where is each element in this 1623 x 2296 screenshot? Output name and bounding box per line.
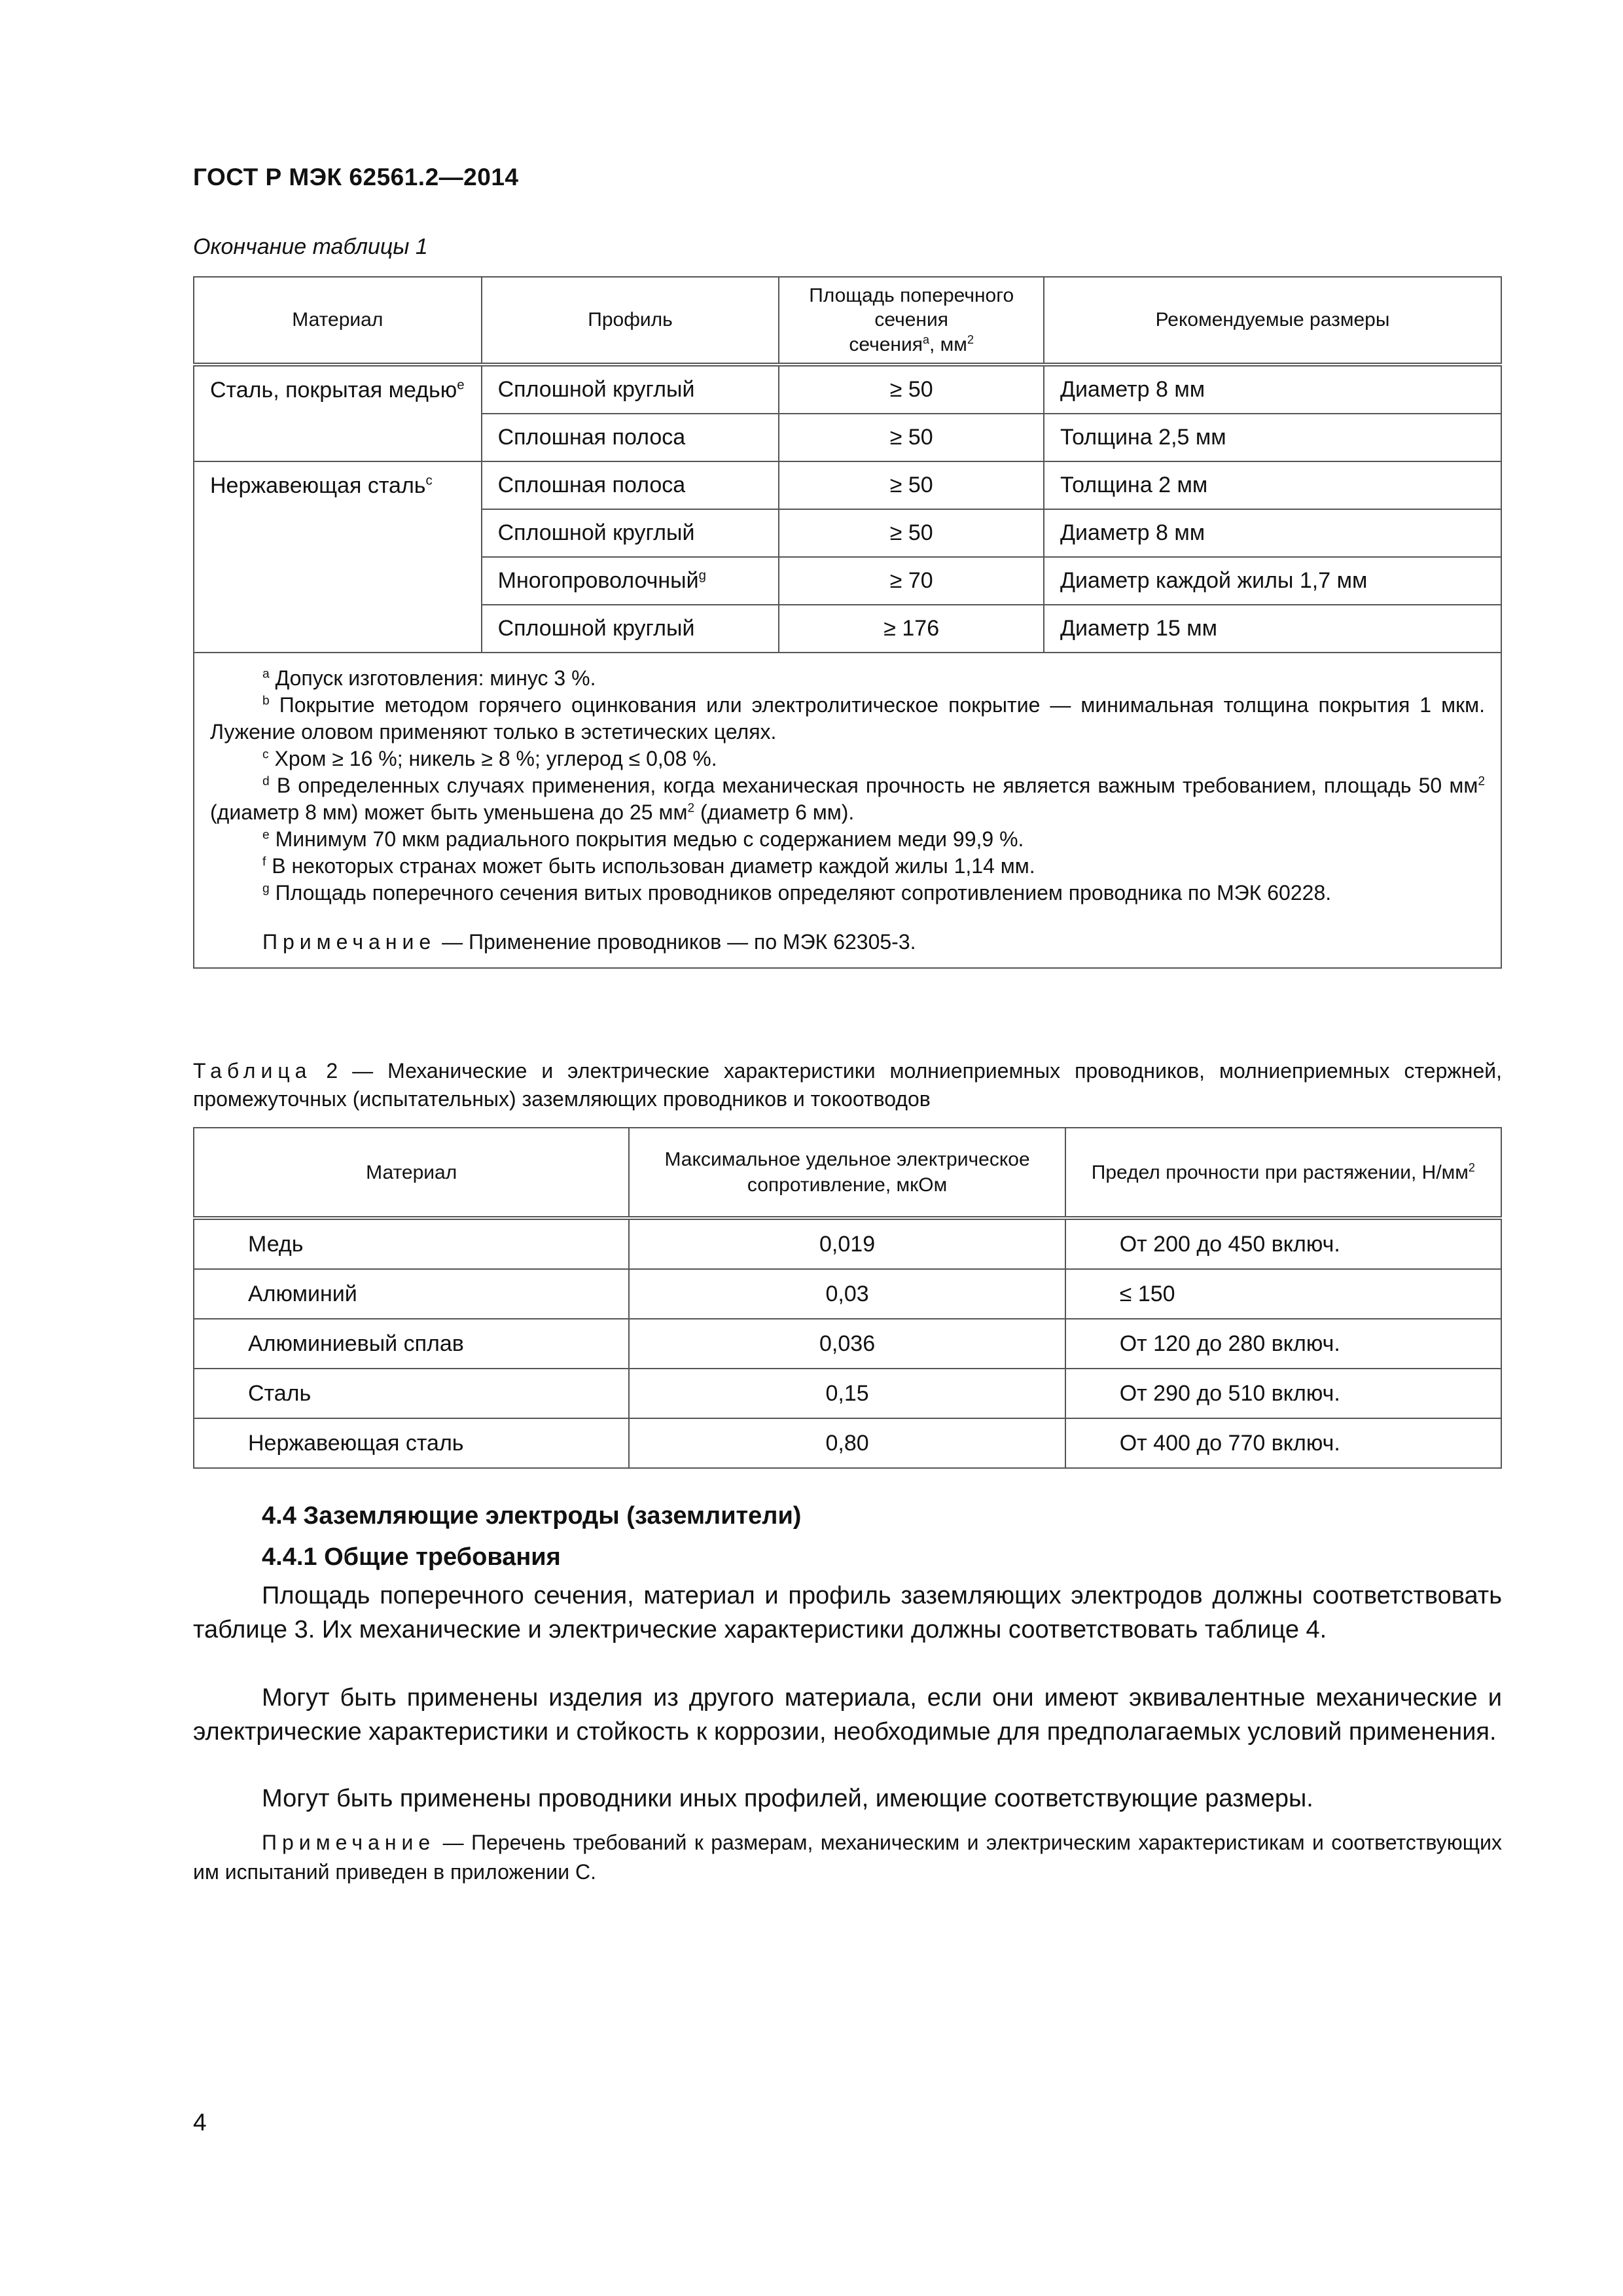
- footnote-f: $^f$ В некоторых странах может быть использован диаметр каждой жилы 1,14 мм.: [262, 853, 1035, 878]
- table2-strength: От 400 до 770 включ.: [1065, 1418, 1501, 1468]
- table-row: [194, 365, 1501, 414]
- table1-profile: Сплошной круглый: [482, 509, 779, 557]
- table1-profile: Сплошная полоса: [482, 461, 779, 509]
- table1-profile: Сплошной круглый: [482, 365, 779, 414]
- table1-area: ≥ 50: [779, 509, 1044, 557]
- table-1: [193, 276, 1502, 969]
- table2-strength: ≤ 150: [1065, 1269, 1501, 1319]
- table2-caption: Таблица 2 — Механические и электрические характеристики молниеприемных проводников, молниеприемных стержней, промежуточных (испытательных) заземляющих проводников и токоотводов: [193, 1059, 1502, 1111]
- table2-strength: От 290 до 510 включ.: [1065, 1369, 1501, 1418]
- section-heading-4-4-1: 4.4.1 Общие требования: [262, 1543, 561, 1571]
- table2-header-row: [194, 1128, 1501, 1218]
- table1-footnotes-row: [194, 653, 1501, 968]
- table1-size: Диаметр 8 мм: [1044, 365, 1501, 414]
- table2-material: Сталь: [194, 1369, 629, 1418]
- table2-material: Нержавеющая сталь: [194, 1418, 629, 1468]
- table2-material: Медь: [194, 1218, 629, 1269]
- section-heading-4-4: 4.4 Заземляющие электроды (заземлители): [262, 1502, 802, 1530]
- table-row: [194, 1218, 1501, 1269]
- table1-header-row: [194, 277, 1501, 365]
- table1-header-area: Площадь поперечного сечения сечения$^a$, $мм^2$: [779, 277, 1044, 365]
- footnote-a: $^a$ Допуск изготовления: минус 3 %.: [262, 666, 596, 690]
- table1-size: Толщина 2 мм: [1044, 461, 1501, 509]
- footnote-d: $^d$ В определенных случаях применения, когда механическая прочность не является важным требованием, площадь 50 $мм^2$ (диаметр 8 мм) может быть уменьшена до 25 $мм^2$ (диаметр 6 мм).: [210, 773, 1486, 824]
- table1-area: ≥ 50: [779, 461, 1044, 509]
- table2-material: Алюминиевый сплав: [194, 1319, 629, 1369]
- footnote-b: $^b$ Покрытие методом горячего оцинкования или электролитическое покрытие — минимальная толщина покрытия 1 мкм. Лужение оловом применяют только в эстетических целях.: [210, 692, 1486, 744]
- paragraph-2: Могут быть применены изделия из другого материала, если они имеют эквивалентные механические и электрические характеристики и стойкость к коррозии, необходимые для предполагаемых условий применения.: [193, 1684, 1502, 1746]
- section-note: Примечание — Перечень требований к размерам, механическим и электрическим характеристикам и соответствующих им испытаний приведен в приложении С.: [193, 1831, 1502, 1884]
- table2-header-material: Материал: [194, 1128, 629, 1218]
- table1-header-sizes: Рекомендуемые размеры: [1044, 277, 1501, 365]
- table2-resistivity: 0,03: [629, 1269, 1065, 1319]
- table1-material-copper-steel: Сталь, покрытая медью$^e$: [194, 365, 482, 461]
- paragraph-3: Могут быть применены проводники иных профилей, имеющие соответствующие размеры.: [262, 1785, 1313, 1812]
- table2-strength: От 200 до 450 включ.: [1065, 1218, 1501, 1269]
- footnote-e: $^e$ Минимум 70 мкм радиального покрытия медью с содержанием меди 99,9 %.: [262, 827, 1024, 851]
- table2-header-strength: Предел прочности при растяжении, $Н/мм^2$: [1065, 1128, 1501, 1218]
- table-row: [194, 1369, 1501, 1418]
- table1-size: Диаметр 8 мм: [1044, 509, 1501, 557]
- table-2: [193, 1127, 1502, 1469]
- table1-size: Диаметр каждой жилы 1,7 мм: [1044, 557, 1501, 605]
- table1-caption: Окончание таблицы 1: [193, 234, 428, 259]
- table2-resistivity: 0,15: [629, 1369, 1065, 1418]
- page-number: 4: [193, 2109, 207, 2136]
- table2-material: Алюминий: [194, 1269, 629, 1319]
- table1-area: ≥ 176: [779, 605, 1044, 653]
- table1-header-profile: Профиль: [482, 277, 779, 365]
- table1-size: Диаметр 15 мм: [1044, 605, 1501, 653]
- table2-strength: От 120 до 280 включ.: [1065, 1319, 1501, 1369]
- footnote-c: $^c$ Хром ≥ 16 %; никель ≥ 8 %; углерод ≤ 0,08 %.: [262, 746, 717, 770]
- table1-size: Толщина 2,5 мм: [1044, 414, 1501, 461]
- table1-footnotes: [194, 653, 1501, 968]
- table2-resistivity: 0,036: [629, 1319, 1065, 1369]
- table1-material-stainless: Нержавеющая сталь$^c$: [194, 461, 482, 653]
- table1-area: ≥ 50: [779, 414, 1044, 461]
- table2-header-resistivity: Максимальное удельное электрическое сопротивление, мкОм: [629, 1128, 1065, 1218]
- footnote-g: $^g$ Площадь поперечного сечения витых проводников определяют сопротивлением проводника по МЭК 60228.: [262, 880, 1332, 905]
- table1-area: ≥ 50: [779, 365, 1044, 414]
- table1-profile: Многопроволочный$^g$: [482, 557, 779, 605]
- table1-profile: Сплошная полоса: [482, 414, 779, 461]
- table1-header-material: Материал: [194, 277, 482, 365]
- paragraph-1: Площадь поперечного сечения, материал и профиль заземляющих электродов должны соответствовать таблице 3. Их механические и электрические характеристики должны соответствовать таблице 4.: [193, 1582, 1502, 1644]
- document-header: ГОСТ Р МЭК 62561.2—2014: [193, 164, 519, 190]
- table1-profile: Сплошной круглый: [482, 605, 779, 653]
- table-row: [194, 461, 1501, 509]
- table1-area: ≥ 70: [779, 557, 1044, 605]
- table-row: [194, 1269, 1501, 1319]
- table2-resistivity: 0,80: [629, 1418, 1065, 1468]
- table2-resistivity: 0,019: [629, 1218, 1065, 1269]
- table1-note: Примечание — Применение проводников — по МЭК 62305-3.: [262, 929, 916, 954]
- table-row: [194, 1319, 1501, 1369]
- table-row: [194, 1418, 1501, 1468]
